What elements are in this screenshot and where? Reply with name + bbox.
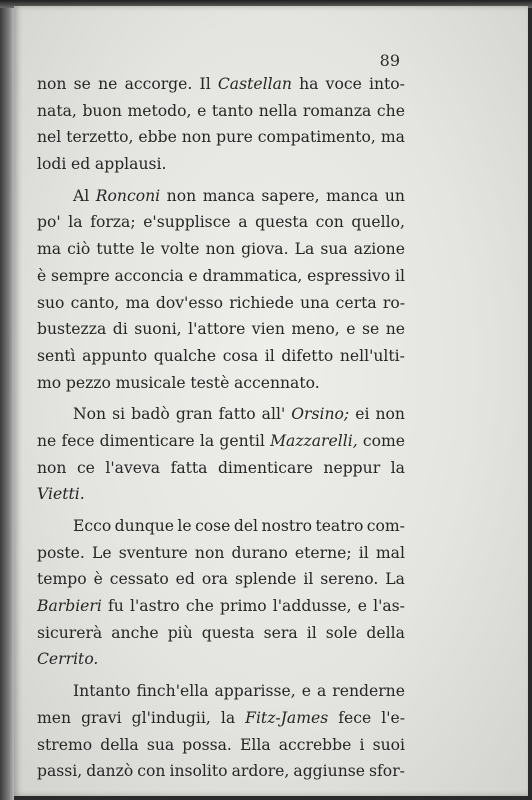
word: espressivo — [307, 266, 391, 285]
word: accrebbe — [278, 735, 352, 754]
text-line — [37, 316, 405, 343]
word: tutte — [96, 240, 135, 259]
text-line — [37, 370, 405, 397]
word: stremo — [37, 735, 93, 754]
word: dimenticare — [217, 458, 313, 477]
word: gravi — [81, 708, 122, 727]
word: manca — [326, 186, 379, 205]
word: tanto — [211, 101, 254, 120]
word: ha — [299, 75, 319, 93]
word: Il — [199, 75, 211, 93]
text-line — [37, 263, 405, 290]
word: badò — [131, 405, 170, 424]
italic-word: Fitz-James — [245, 708, 329, 727]
word: a — [238, 213, 248, 232]
word: compatimento, — [257, 128, 376, 147]
word: ne — [37, 431, 57, 450]
word: certa — [335, 293, 377, 312]
word: Ecco — [73, 517, 112, 535]
word: sua — [146, 735, 175, 754]
text-line — [37, 183, 405, 210]
word: danzò — [86, 762, 134, 781]
word: cessato — [109, 570, 169, 589]
word: renderne — [332, 682, 405, 701]
word: meno, — [291, 320, 340, 339]
word: applausi. — [94, 155, 167, 174]
word: non — [194, 543, 225, 562]
word: una — [300, 293, 330, 312]
word: accennato. — [233, 373, 320, 392]
text-line — [37, 290, 405, 317]
word: che — [185, 597, 214, 616]
word: e — [188, 266, 198, 285]
word: poste. — [37, 543, 85, 562]
word: men — [37, 708, 72, 727]
word: è — [37, 266, 47, 285]
text-line — [37, 646, 405, 673]
text-line — [37, 428, 405, 455]
word: giova. — [241, 240, 289, 259]
text-line — [37, 236, 405, 263]
word: testè — [190, 373, 230, 392]
word: ciò — [67, 240, 91, 259]
word: fece — [338, 708, 372, 727]
word: possa. — [182, 735, 232, 754]
word: l'aveva — [105, 458, 161, 477]
italic-word: Vietti. — [37, 485, 85, 504]
word: into- — [369, 75, 405, 93]
word: eterne; — [294, 543, 352, 562]
word: Ella — [239, 735, 271, 754]
word: fece — [61, 431, 95, 450]
word: qualche — [153, 346, 217, 365]
text-line — [37, 71, 405, 98]
word: bustezza — [37, 320, 107, 339]
word: l'e- — [381, 708, 405, 727]
word: vien — [251, 320, 285, 339]
text-line — [37, 593, 405, 620]
word: ebbe — [138, 128, 177, 147]
word: ma — [380, 128, 405, 147]
word: non — [375, 405, 405, 424]
word: sentì — [37, 346, 76, 365]
word: nella — [258, 101, 298, 120]
word: ei — [355, 405, 370, 424]
word: accorge. — [124, 75, 193, 93]
word: la — [68, 213, 83, 232]
word: è — [93, 570, 103, 589]
word: il — [358, 543, 369, 562]
book-spine-edge — [0, 0, 14, 800]
word: cosa — [222, 346, 259, 365]
word: le — [177, 517, 192, 535]
word: nata, — [37, 101, 77, 120]
word: a — [316, 682, 327, 701]
word: romanza — [302, 101, 372, 120]
word: terzetto, — [66, 128, 134, 147]
word: aggiunse — [293, 762, 365, 781]
text-line — [37, 513, 405, 540]
word: del — [233, 517, 259, 535]
word: splende — [234, 570, 297, 589]
word: quello, — [351, 213, 405, 232]
word: manca — [202, 186, 255, 205]
word: un — [384, 186, 405, 205]
word: se — [361, 320, 380, 339]
word: sicurerà — [37, 623, 103, 642]
word: sapere, — [261, 186, 320, 205]
text-line — [37, 151, 405, 178]
word: dov'esso — [155, 293, 223, 312]
text-line — [37, 98, 405, 125]
word: voce — [325, 75, 362, 93]
word: richiede — [229, 293, 294, 312]
word: suoi — [372, 735, 405, 754]
word: suo — [37, 293, 65, 312]
word: gentil — [219, 431, 265, 450]
word: il — [395, 266, 405, 285]
word: ed — [175, 570, 195, 589]
body-text — [37, 71, 405, 785]
word: e'supplisce — [143, 213, 231, 232]
word: pezzo — [65, 373, 111, 392]
text-line — [37, 540, 405, 567]
text-line — [37, 705, 405, 732]
text-line — [37, 343, 405, 370]
word: drammatica, — [202, 266, 303, 285]
word: mal — [375, 543, 405, 562]
word: dimenticare — [99, 431, 195, 450]
word: ne — [98, 75, 118, 93]
word: Al — [73, 186, 90, 205]
word: le — [140, 240, 155, 259]
word: La — [385, 570, 405, 589]
word: appunto — [82, 346, 148, 365]
text-line — [37, 481, 405, 508]
word: e — [357, 597, 367, 616]
text-line — [37, 758, 405, 785]
italic-word: Cerrito. — [37, 650, 99, 669]
word: nell'ulti- — [339, 346, 405, 365]
italic-word: Orsino; — [291, 405, 350, 424]
word: musicale — [115, 373, 186, 392]
word: La — [294, 240, 315, 259]
word: con — [315, 213, 344, 232]
word: ma — [125, 293, 150, 312]
italic-word: Ronconi — [95, 186, 161, 205]
word: si — [112, 405, 126, 424]
word: e — [197, 101, 207, 120]
word: l'as- — [373, 597, 405, 616]
text-line — [37, 124, 405, 151]
word: ne — [385, 320, 405, 339]
text-line — [37, 401, 405, 428]
word: che — [376, 101, 405, 120]
book-page — [14, 6, 528, 796]
word: non — [37, 75, 67, 93]
italic-word: Mazzarelli, — [270, 431, 358, 450]
word: più — [167, 623, 193, 642]
word: passi, — [37, 762, 83, 781]
word: e — [346, 320, 356, 339]
word: come — [362, 431, 405, 450]
word: della — [100, 735, 139, 754]
word: la — [390, 458, 405, 477]
word: ro- — [382, 293, 405, 312]
word: pure — [216, 128, 253, 147]
word: non — [37, 458, 67, 477]
word: difetto — [281, 346, 334, 365]
word: non — [205, 240, 236, 259]
word: il — [306, 623, 317, 642]
word: sua — [320, 240, 348, 259]
word: fatto — [218, 405, 256, 424]
word: primo — [220, 597, 267, 616]
word: anche — [111, 623, 159, 642]
word: finch'ella — [136, 682, 209, 701]
word: fu — [108, 597, 124, 616]
word: non — [166, 186, 197, 205]
word: volte — [160, 240, 200, 259]
word: con — [137, 762, 166, 781]
word: nel — [37, 128, 62, 147]
word: teatro — [315, 517, 364, 535]
word: com- — [366, 517, 405, 535]
word: forza; — [90, 213, 136, 232]
word: sventure — [118, 543, 188, 562]
word: se — [73, 75, 91, 93]
word: ce — [76, 458, 95, 477]
word: tempo — [37, 570, 87, 589]
text-line — [37, 678, 405, 705]
word: buon — [82, 101, 122, 120]
word: di — [112, 320, 128, 339]
word: non — [181, 128, 212, 147]
word: cose — [195, 517, 231, 535]
word: ora — [201, 570, 228, 589]
word: l'addusse, — [272, 597, 352, 616]
word: ardore, — [231, 762, 290, 781]
word: dunque — [114, 517, 174, 535]
word: Intanto — [73, 682, 131, 701]
word: Le — [91, 543, 112, 562]
word: i — [359, 735, 365, 754]
word: all' — [261, 405, 286, 424]
word: sfor- — [369, 762, 405, 781]
text-line — [37, 620, 405, 647]
text-line — [37, 455, 405, 482]
word: sereno. — [320, 570, 379, 589]
word: lodi — [37, 155, 67, 174]
word: gran — [175, 405, 213, 424]
word: sole — [325, 623, 358, 642]
word: metodo, — [127, 101, 192, 120]
word: il — [303, 570, 314, 589]
word: apparisse, — [214, 682, 296, 701]
word: l'astro — [130, 597, 180, 616]
word: sera — [263, 623, 298, 642]
word: Non — [73, 405, 107, 424]
word: gl'indugii, — [131, 708, 211, 727]
text-line — [37, 209, 405, 236]
word: ed — [71, 155, 91, 174]
word: acconcia — [114, 266, 184, 285]
word: questa — [201, 623, 255, 642]
word: neppur — [323, 458, 381, 477]
italic-word: Barbieri — [37, 597, 102, 616]
word: e — [301, 682, 311, 701]
italic-word: Castellan — [217, 75, 292, 93]
word: po' — [37, 213, 61, 232]
word: della — [366, 623, 405, 642]
word: canto, — [70, 293, 120, 312]
word: il — [264, 346, 275, 365]
word: ma — [37, 240, 62, 259]
word: questa — [255, 213, 308, 232]
word: insolito — [169, 762, 228, 781]
text-line — [37, 732, 405, 759]
word: fatta — [170, 458, 208, 477]
word: mo — [37, 373, 62, 392]
word: nostro — [261, 517, 313, 535]
word: la — [199, 431, 215, 450]
word: durano — [231, 543, 288, 562]
word: sempre — [51, 266, 110, 285]
word: suoni, — [134, 320, 182, 339]
word: l'attore — [188, 320, 246, 339]
page-number: 89 — [379, 51, 400, 70]
word: la — [220, 708, 236, 727]
text-line — [37, 566, 405, 593]
word: azione — [353, 240, 405, 259]
